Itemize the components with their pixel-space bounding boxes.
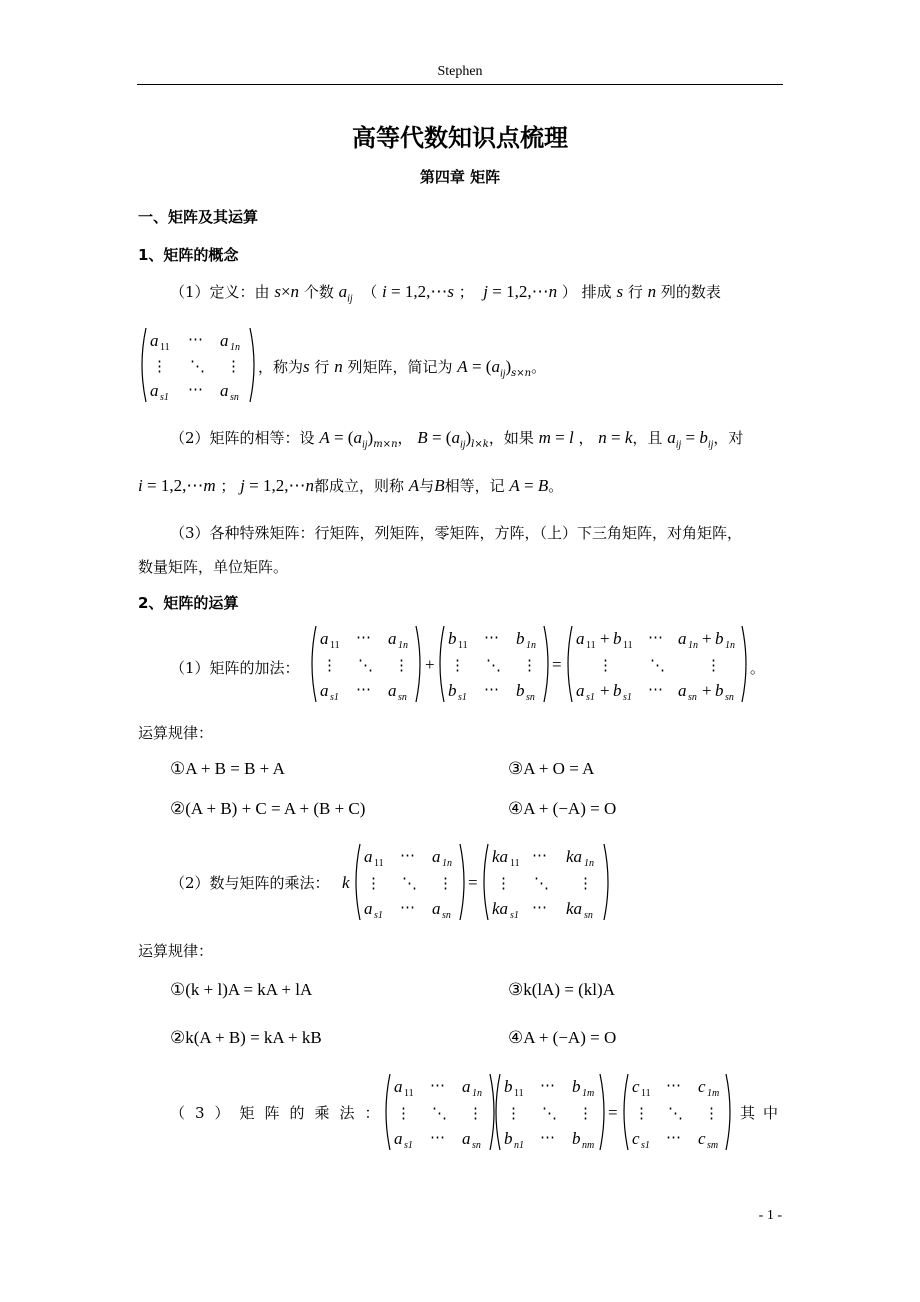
svg-text:⋯: ⋯ bbox=[430, 1078, 445, 1094]
svg-text:⋮: ⋮ bbox=[366, 876, 381, 892]
svg-text:⋱: ⋱ bbox=[534, 876, 549, 892]
svg-text:b: b bbox=[572, 1129, 581, 1148]
svg-text:a: a bbox=[388, 681, 397, 700]
svg-text:⋱: ⋱ bbox=[402, 876, 417, 892]
svg-text:s1: s1 bbox=[623, 692, 632, 703]
formula: $a_{ij}$ bbox=[338, 282, 353, 305]
svg-text:sn: sn bbox=[688, 692, 697, 703]
svg-text:11: 11 bbox=[404, 1088, 414, 1099]
svg-text:sn: sn bbox=[584, 910, 593, 921]
formula: i bbox=[382, 282, 387, 301]
svg-text:⋯: ⋯ bbox=[648, 630, 663, 646]
svg-text:⋱: ⋱ bbox=[190, 359, 205, 375]
scalar-label: （2）数与矩阵的乘法： bbox=[170, 874, 330, 892]
svg-text:b: b bbox=[504, 1077, 513, 1096]
svg-text:11: 11 bbox=[330, 640, 340, 651]
svg-text:1n: 1n bbox=[442, 858, 452, 869]
multiplication-label: （3）矩阵的乘法： bbox=[170, 1104, 390, 1122]
svg-text:⋯: ⋯ bbox=[532, 848, 547, 864]
matrix-a-definition bbox=[138, 326, 258, 404]
svg-text:ka: ka bbox=[566, 847, 583, 866]
svg-text:+: + bbox=[702, 629, 712, 648]
formula: A bbox=[457, 357, 468, 376]
svg-text:sn: sn bbox=[472, 1140, 481, 1151]
page-header: Stephen bbox=[437, 64, 483, 79]
svg-text:1n: 1n bbox=[688, 640, 698, 651]
svg-text:n1: n1 bbox=[514, 1140, 524, 1151]
svg-text:a: a bbox=[320, 629, 329, 648]
svg-text:⋯: ⋯ bbox=[400, 900, 415, 916]
svg-text:sn: sn bbox=[526, 692, 535, 703]
svg-text:⋱: ⋱ bbox=[650, 658, 665, 674]
definition-label: （1）定义：由 bbox=[170, 283, 270, 301]
svg-text:⋮: ⋮ bbox=[496, 876, 511, 892]
scalar-rule-4: ④A + (−A) = O bbox=[508, 1028, 617, 1047]
svg-text:⋮: ⋮ bbox=[394, 658, 409, 674]
svg-text:11: 11 bbox=[623, 640, 633, 651]
page-number: - 1 - bbox=[758, 1208, 782, 1223]
addition-rule-2: ②(A + B) + C = A + (B + C) bbox=[170, 799, 366, 818]
svg-text:⋯: ⋯ bbox=[540, 1130, 555, 1146]
svg-text:⋮: ⋮ bbox=[704, 1106, 719, 1122]
svg-text:ka: ka bbox=[492, 899, 509, 918]
subsection-heading-operations: 2、矩阵的运算 bbox=[138, 594, 239, 612]
svg-text:s1: s1 bbox=[586, 692, 595, 703]
svg-text:a: a bbox=[678, 681, 687, 700]
svg-text:⋯: ⋯ bbox=[356, 682, 371, 698]
svg-text:1n: 1n bbox=[584, 858, 594, 869]
svg-text:11: 11 bbox=[641, 1088, 651, 1099]
svg-text:11: 11 bbox=[510, 858, 520, 869]
svg-text:+: + bbox=[600, 681, 610, 700]
svg-text:1n: 1n bbox=[472, 1088, 482, 1099]
definition-tail: ，称为s 行 n 列矩阵，简记为 $A = (a_{ij})_{s\times n}$。 bbox=[258, 357, 547, 380]
svg-text:⋯: ⋯ bbox=[666, 1130, 681, 1146]
document-title: 高等代数知识点梳理 bbox=[352, 124, 568, 152]
svg-text:⋮: ⋮ bbox=[468, 1106, 483, 1122]
svg-text:a: a bbox=[320, 681, 329, 700]
svg-text:s1: s1 bbox=[330, 692, 339, 703]
addition-formula bbox=[308, 624, 748, 704]
svg-text:a: a bbox=[576, 629, 585, 648]
svg-text:+: + bbox=[600, 629, 610, 648]
svg-text:1m: 1m bbox=[707, 1088, 720, 1099]
svg-text:⋯: ⋯ bbox=[188, 332, 203, 348]
svg-text:sn: sn bbox=[725, 692, 734, 703]
svg-text:⋮: ⋮ bbox=[634, 1106, 649, 1122]
svg-text:⋮: ⋮ bbox=[598, 658, 613, 674]
svg-text:b: b bbox=[516, 629, 525, 648]
svg-text:⋯: ⋯ bbox=[532, 900, 547, 916]
svg-text:⋯: ⋯ bbox=[188, 382, 203, 398]
scalar-formula bbox=[342, 842, 612, 922]
addition-rule-4: ④A + (−A) = O bbox=[508, 799, 617, 818]
special-matrices-line-1: （3）各种特殊矩阵：行矩阵，列矩阵，零矩阵，方阵，（上）下三角矩阵，对角矩阵， bbox=[170, 524, 743, 542]
svg-text:⋮: ⋮ bbox=[438, 876, 453, 892]
scalar-rule-3: ③k(lA) = (kl)A bbox=[508, 980, 615, 999]
svg-text:⋯: ⋯ bbox=[356, 630, 371, 646]
svg-text:sn: sn bbox=[398, 692, 407, 703]
svg-text:s1: s1 bbox=[404, 1140, 413, 1151]
svg-text:b: b bbox=[504, 1129, 513, 1148]
svg-text:a: a bbox=[462, 1129, 471, 1148]
svg-text:b: b bbox=[448, 681, 457, 700]
svg-text:b: b bbox=[448, 629, 457, 648]
svg-text:11: 11 bbox=[514, 1088, 524, 1099]
formula: j bbox=[483, 282, 488, 301]
svg-text:+: + bbox=[702, 681, 712, 700]
svg-text:⋱: ⋱ bbox=[486, 658, 501, 674]
svg-text:⋮: ⋮ bbox=[322, 658, 337, 674]
svg-text:11: 11 bbox=[458, 640, 468, 651]
svg-text:⋱: ⋱ bbox=[668, 1106, 683, 1122]
svg-text:a: a bbox=[432, 847, 441, 866]
svg-text:b: b bbox=[715, 629, 724, 648]
svg-text:1m: 1m bbox=[582, 1088, 595, 1099]
svg-text:a: a bbox=[394, 1077, 403, 1096]
multiplication-formula bbox=[382, 1072, 734, 1152]
svg-text:⋮: ⋮ bbox=[706, 658, 721, 674]
svg-text:⋯: ⋯ bbox=[400, 848, 415, 864]
svg-text:⋮: ⋮ bbox=[522, 658, 537, 674]
svg-text:b: b bbox=[613, 629, 622, 648]
equality-line-2: i = 1,2,⋯m ； j = 1,2,⋯n都成立，则称 A与B相等，记 A = B。 bbox=[138, 476, 564, 495]
svg-text:c: c bbox=[698, 1077, 706, 1096]
equality-line-1: （2）矩阵的相等：设 $A = (a_{ij})_{m\times n}$， $B = (a_{ij})_{l\times k}$，如果 m = l ， n = k，且 $a_{ij} = b_{ij}$，对 bbox=[170, 428, 744, 451]
svg-text:b: b bbox=[516, 681, 525, 700]
addition-rule-3: ③A + O = A bbox=[508, 759, 595, 778]
svg-text:⋱: ⋱ bbox=[432, 1106, 447, 1122]
scalar-rule-2: ②k(A + B) = kA + kB bbox=[170, 1028, 322, 1047]
svg-text:sm: sm bbox=[707, 1140, 719, 1151]
svg-text:a: a bbox=[150, 331, 159, 350]
rules-label: 运算规律： bbox=[138, 942, 214, 960]
svg-text:=: = bbox=[468, 873, 478, 892]
svg-text:s1: s1 bbox=[160, 392, 169, 403]
svg-text:a: a bbox=[462, 1077, 471, 1096]
svg-text:+: + bbox=[425, 655, 435, 674]
svg-text:s1: s1 bbox=[458, 692, 467, 703]
svg-text:⋯: ⋯ bbox=[648, 682, 663, 698]
svg-text:⋮: ⋮ bbox=[506, 1106, 521, 1122]
svg-text:1n: 1n bbox=[526, 640, 536, 651]
svg-text:=: = bbox=[608, 1103, 618, 1122]
special-matrices-line-2: 数量矩阵，单位矩阵。 bbox=[138, 558, 289, 576]
addition-rule-1: ①A + B = B + A bbox=[170, 759, 285, 778]
svg-text:⋮: ⋮ bbox=[396, 1106, 411, 1122]
addition-end: 。 bbox=[750, 659, 766, 677]
svg-text:⋮: ⋮ bbox=[226, 359, 241, 375]
svg-text:c: c bbox=[698, 1129, 706, 1148]
svg-text:⋮: ⋮ bbox=[450, 658, 465, 674]
svg-text:s1: s1 bbox=[641, 1140, 650, 1151]
svg-text:11: 11 bbox=[160, 342, 170, 353]
svg-text:c: c bbox=[632, 1077, 640, 1096]
scalar-rule-1: ①(k + l)A = kA + lA bbox=[170, 980, 313, 999]
svg-text:a: a bbox=[576, 681, 585, 700]
svg-text:sn: sn bbox=[230, 392, 239, 403]
subsection-heading-concept: 1、矩阵的概念 bbox=[138, 246, 239, 264]
svg-text:⋱: ⋱ bbox=[358, 658, 373, 674]
multiplication-tail: 其中 bbox=[740, 1104, 787, 1122]
svg-text:⋮: ⋮ bbox=[578, 1106, 593, 1122]
svg-text:a: a bbox=[150, 381, 159, 400]
section-heading: 一、矩阵及其运算 bbox=[138, 208, 259, 226]
svg-text:a: a bbox=[432, 899, 441, 918]
svg-text:⋯: ⋯ bbox=[484, 630, 499, 646]
definition-line: （1）定义：由 s×n 个数 $a_{ij}$ （ i = 1,2,⋯s ； j = 1,2,⋯n ） 排成 s 行 n 列的数表 bbox=[170, 282, 721, 305]
svg-text:⋯: ⋯ bbox=[430, 1130, 445, 1146]
svg-text:1n: 1n bbox=[398, 640, 408, 651]
svg-text:⋮: ⋮ bbox=[152, 359, 167, 375]
svg-text:c: c bbox=[632, 1129, 640, 1148]
svg-text:11: 11 bbox=[586, 640, 596, 651]
svg-text:a: a bbox=[364, 847, 373, 866]
svg-text:b: b bbox=[613, 681, 622, 700]
rules-label: 运算规律： bbox=[138, 724, 214, 742]
svg-text:a: a bbox=[394, 1129, 403, 1148]
svg-text:⋮: ⋮ bbox=[578, 876, 593, 892]
chapter-title: 第四章 矩阵 bbox=[419, 168, 501, 186]
formula: s bbox=[274, 282, 281, 301]
svg-text:s1: s1 bbox=[510, 910, 519, 921]
addition-label: （1）矩阵的加法： bbox=[170, 659, 300, 677]
svg-text:⋯: ⋯ bbox=[484, 682, 499, 698]
svg-text:b: b bbox=[715, 681, 724, 700]
svg-text:ka: ka bbox=[566, 899, 583, 918]
svg-text:1n: 1n bbox=[230, 342, 240, 353]
svg-text:1n: 1n bbox=[725, 640, 735, 651]
svg-text:⋯: ⋯ bbox=[666, 1078, 681, 1094]
svg-text:k: k bbox=[342, 873, 350, 892]
svg-text:⋯: ⋯ bbox=[540, 1078, 555, 1094]
svg-text:a: a bbox=[220, 331, 229, 350]
svg-text:a: a bbox=[678, 629, 687, 648]
svg-text:nm: nm bbox=[582, 1140, 595, 1151]
svg-text:a: a bbox=[220, 381, 229, 400]
svg-text:a: a bbox=[388, 629, 397, 648]
svg-text:sn: sn bbox=[442, 910, 451, 921]
svg-text:=: = bbox=[552, 655, 562, 674]
svg-text:s1: s1 bbox=[374, 910, 383, 921]
svg-text:a: a bbox=[364, 899, 373, 918]
header-rule bbox=[137, 84, 783, 85]
svg-text:⋱: ⋱ bbox=[542, 1106, 557, 1122]
svg-text:b: b bbox=[572, 1077, 581, 1096]
svg-text:ka: ka bbox=[492, 847, 509, 866]
svg-text:11: 11 bbox=[374, 858, 384, 869]
